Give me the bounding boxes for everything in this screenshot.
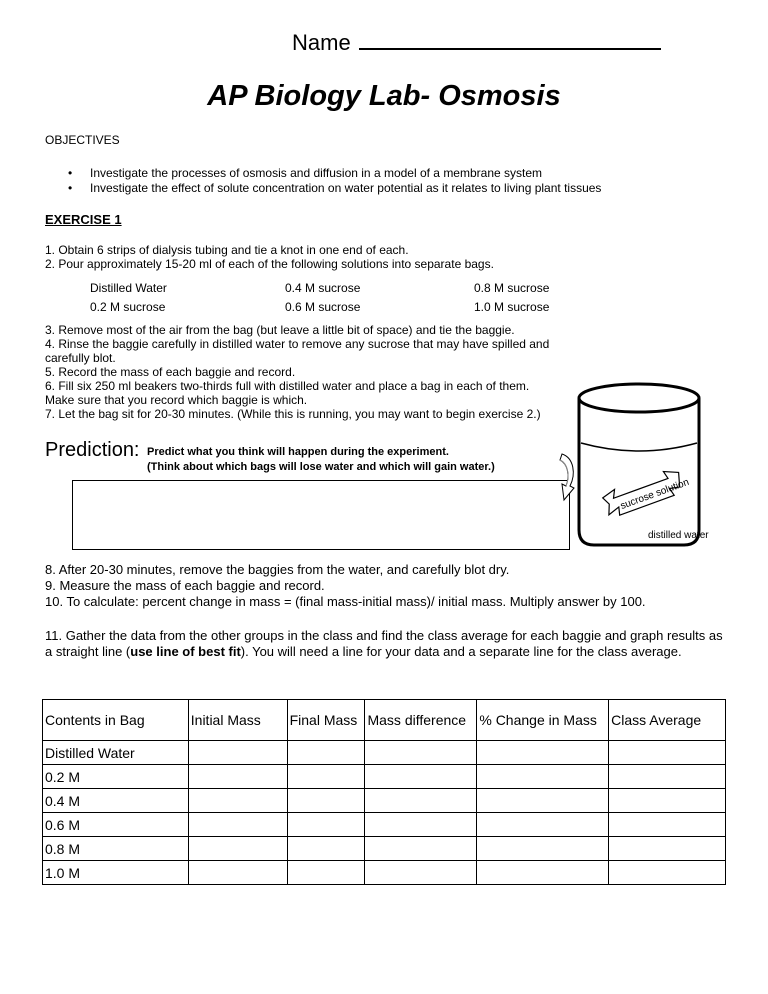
table-cell[interactable] xyxy=(477,789,609,813)
step-line: 1. Obtain 6 strips of dialysis tubing and tie a knot in one end of each. xyxy=(45,243,409,257)
exercise1-heading: EXERCISE 1 xyxy=(45,212,122,227)
solution-item: 0.6 M sucrose xyxy=(285,300,361,314)
step-line: carefully blot. xyxy=(45,351,116,365)
table-cell[interactable] xyxy=(287,861,365,885)
row-label: 0.4 M xyxy=(43,789,189,813)
step-11-text-end: ). You will need a line for your data and a separate line for the class average. xyxy=(240,644,682,659)
table-row xyxy=(43,861,726,885)
steps-b xyxy=(45,323,549,421)
beaker-figure xyxy=(560,375,720,550)
row-label: 0.6 M xyxy=(43,813,189,837)
step-line: 6. Fill six 250 ml beakers two-thirds full with distilled water and place a bag in each of them. xyxy=(45,379,530,393)
list-item: • Investigate the processes of osmosis and diffusion in a model of a membrane system xyxy=(68,166,601,181)
name-field xyxy=(292,30,661,56)
table-cell[interactable] xyxy=(609,765,726,789)
bag-label: sucrose solution xyxy=(618,476,691,512)
prediction-label: Prediction: xyxy=(45,439,140,461)
table-cell[interactable] xyxy=(287,813,365,837)
column-header: Class Average xyxy=(609,700,726,741)
step-line: 4. Rinse the baggie carefully in distilled water to remove any sucrose that may have spilled and xyxy=(45,337,550,351)
column-header: Initial Mass xyxy=(188,700,287,741)
table-cell[interactable] xyxy=(287,837,365,861)
sucrose-bag xyxy=(601,465,691,519)
data-table xyxy=(42,699,726,885)
step-11-text: 11. Gather the data from the other groups in the class and find the class average for each baggie and graph results as a straight line ( xyxy=(45,628,723,659)
step-line: 9. Measure the mass of each baggie and record. xyxy=(45,578,325,593)
table-cell[interactable] xyxy=(609,837,726,861)
table-row xyxy=(43,813,726,837)
step-11 xyxy=(45,628,725,660)
table-cell[interactable] xyxy=(287,765,365,789)
step-line: 5. Record the mass of each baggie and record. xyxy=(45,365,296,379)
table-cell[interactable] xyxy=(188,789,287,813)
solution-item: 0.4 M sucrose xyxy=(285,281,361,295)
row-label: Distilled Water xyxy=(43,741,189,765)
table-cell[interactable] xyxy=(188,765,287,789)
table-cell[interactable] xyxy=(477,741,609,765)
step-line: 3. Remove most of the air from the bag (but leave a little bit of space) and tie the baggie. xyxy=(45,323,515,337)
column-header: Mass difference xyxy=(365,700,477,741)
name-blank-line[interactable] xyxy=(359,30,661,50)
table-cell[interactable] xyxy=(365,813,477,837)
table-cell[interactable] xyxy=(609,813,726,837)
table-header-row xyxy=(43,700,726,741)
table-cell[interactable] xyxy=(609,861,726,885)
table-cell[interactable] xyxy=(477,861,609,885)
table-cell[interactable] xyxy=(287,789,365,813)
beaker-body xyxy=(579,398,699,545)
column-header: Contents in Bag xyxy=(43,700,189,741)
step-line: Make sure that you record which baggie is which. xyxy=(45,393,308,407)
water-label: distilled water xyxy=(648,530,709,541)
column-header: % Change in Mass xyxy=(477,700,609,741)
solution-item: 1.0 M sucrose xyxy=(474,300,550,314)
solution-item: 0.2 M sucrose xyxy=(90,300,166,314)
step-line: 2. Pour approximately 15-20 ml of each of the following solutions into separate bags. xyxy=(45,257,494,271)
table-row xyxy=(43,741,726,765)
solution-item: Distilled Water xyxy=(90,281,167,295)
table-cell[interactable] xyxy=(188,837,287,861)
list-item: • Investigate the effect of solute concentration on water potential as it relates to living plant tissues xyxy=(68,181,601,196)
table-cell[interactable] xyxy=(188,741,287,765)
table-row xyxy=(43,837,726,861)
row-label: 0.8 M xyxy=(43,837,189,861)
table-cell[interactable] xyxy=(365,741,477,765)
steps-a xyxy=(45,243,494,271)
step-11-emphasis: use line of best fit xyxy=(130,644,241,659)
table-cell[interactable] xyxy=(477,765,609,789)
prediction-answer-box[interactable] xyxy=(72,480,570,550)
table-cell[interactable] xyxy=(609,789,726,813)
table-cell[interactable] xyxy=(477,813,609,837)
water-line xyxy=(581,443,697,451)
prediction-hint: (Think about which bags will lose water and which will gain water.) xyxy=(147,461,495,473)
table-cell[interactable] xyxy=(365,837,477,861)
prediction-instruction: Predict what you think will happen during the experiment. xyxy=(147,446,449,458)
step-line: 7. Let the bag sit for 20-30 minutes. (While this is running, you may want to begin exercise 2.) xyxy=(45,407,541,421)
objectives-heading: OBJECTIVES xyxy=(45,133,120,147)
beaker-rim xyxy=(579,384,699,412)
column-header: Final Mass xyxy=(287,700,365,741)
table-cell[interactable] xyxy=(365,765,477,789)
step-line: 10. To calculate: percent change in mass = (final mass-initial mass)/ initial mass. Multiply answer by 100. xyxy=(45,594,646,609)
table-cell[interactable] xyxy=(365,861,477,885)
objectives-list xyxy=(68,166,601,196)
table-cell[interactable] xyxy=(365,789,477,813)
table-cell[interactable] xyxy=(188,813,287,837)
table-row xyxy=(43,765,726,789)
table-cell[interactable] xyxy=(188,861,287,885)
row-label: 1.0 M xyxy=(43,861,189,885)
row-label: 0.2 M xyxy=(43,765,189,789)
solution-item: 0.8 M sucrose xyxy=(474,281,550,295)
name-label: Name xyxy=(292,30,351,55)
table-cell[interactable] xyxy=(609,741,726,765)
table-cell[interactable] xyxy=(477,837,609,861)
page-title: AP Biology Lab- Osmosis xyxy=(207,80,561,112)
step-line: 8. After 20-30 minutes, remove the baggies from the water, and carefully blot dry. xyxy=(45,562,510,577)
steps-c xyxy=(45,562,646,610)
table-cell[interactable] xyxy=(287,741,365,765)
table-row xyxy=(43,789,726,813)
